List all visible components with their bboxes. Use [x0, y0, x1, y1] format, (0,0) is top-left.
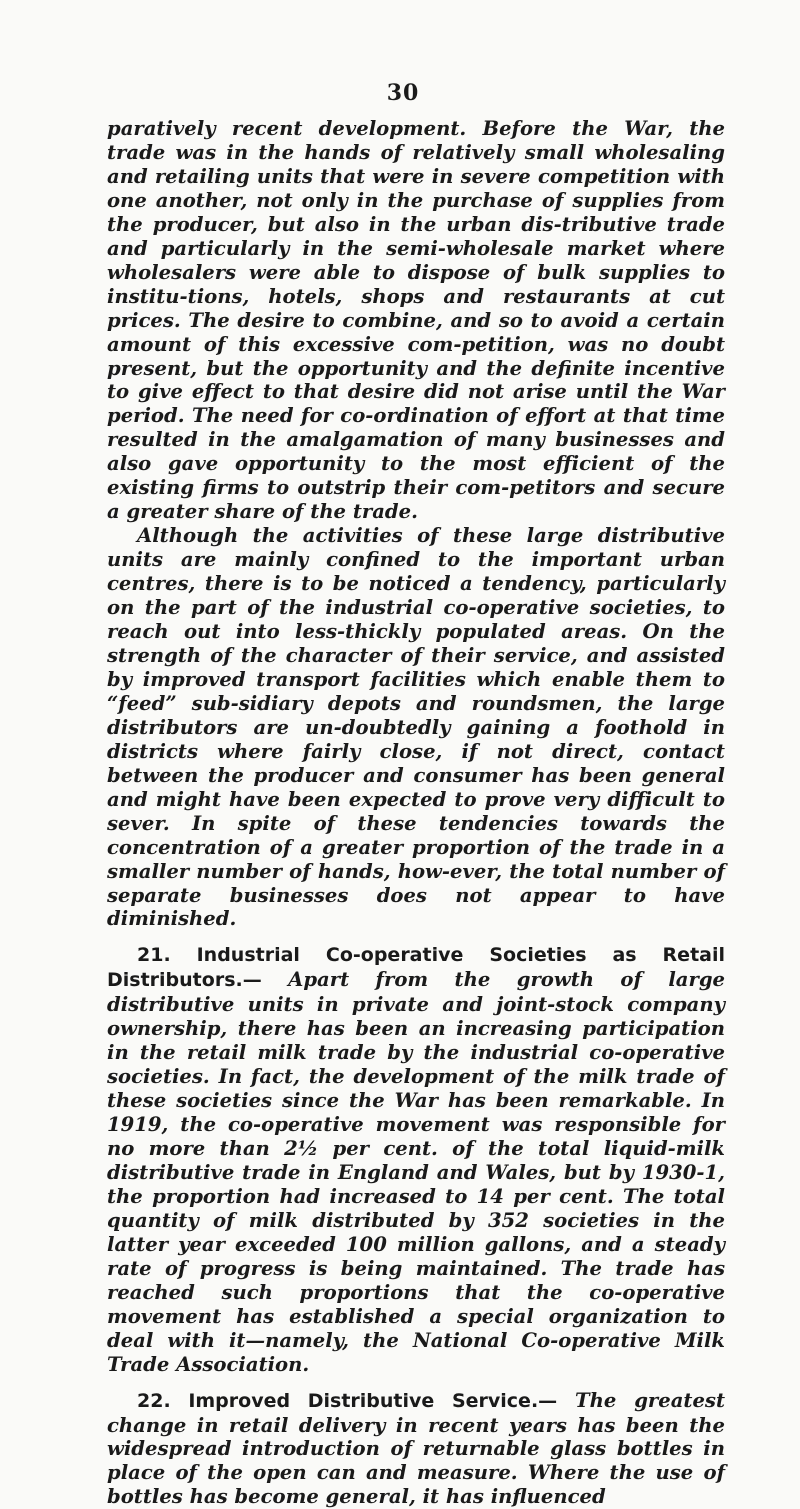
page-number: 30 — [386, 80, 420, 106]
paragraph-section-21 — [107, 943, 725, 1376]
body-text — [107, 117, 725, 1509]
paragraph-continuation — [107, 117, 725, 524]
section-heading: 22. Improved Distributive Service.— — [137, 1389, 558, 1412]
paragraph-text: The greatest change in retail delivery in recent years has been the widespread introduction of returnable glass bottles in place of the open can and measure. Where the use of bottles has become general, it has influenced — [107, 1388, 725, 1509]
section-heading: 21. Industrial Co-operative Societies as Retail Distributors.— — [107, 944, 725, 992]
paragraph-section-22 — [107, 1389, 725, 1509]
paragraph-large-distributive-units — [107, 524, 725, 931]
paragraph-text: Apart from the growth of large distributive units in private and joint-stock company ownership, there has been an increasing participation in the retail milk trade by the industrial co-operative societies. In fact, the development of the milk trade of these societies since the War has been remarkable. In 1919, the co-operative movement was responsible for no more than 2½ per cent. of the total liquid-milk distributive trade in England and Wales, but by 1930-1, the proportion had increased to 14 per cent. The total quantity of milk distributed by 352 societies in the latter year exceeded 100 million gallons, and a steady rate of progress is being maintained. The trade has reached such proportions that the co-operative movement has established a special organization to deal with it—namely, the National Co-operative Milk Trade Association. — [107, 968, 725, 1376]
paragraph-text: Although the activities of these large distributive units are mainly confined to the important urban centres, there is to be noticed a tendency, particularly on the part of the industrial co-operative societies, to reach out into less-thickly populated areas. On the strength of the character of their service, and assisted by improved transport facilities which enable them to “feed” sub-sidiary depots and roundsmen, the large distributors are un-doubtedly gaining a foothold in districts where fairly close, if not direct, contact between the producer and consumer has been general and might have been expected to prove very difficult to sever. In spite of these tendencies towards the concentration of a greater proportion of the trade in a smaller number of hands, how-ever, the total number of separate businesses does not appear to have diminished. — [107, 524, 725, 931]
paragraph-text: paratively recent development. Before the War, the trade was in the hands of relatively small wholesaling and retailing units that were in severe competition with one another, not only in the purchase of supplies from the producer, but also in the urban dis-tributive trade and particularly in the semi-wholesale market where wholesalers were able to dispose of bulk supplies to institu-tions, hotels, shops and restaurants at cut prices. The desire to combine, and so to avoid a certain amount of this excessive com-petition, was no doubt present, but the opportunity and the definite incentive to give effect to that desire did not arise until the War period. The need for co-ordination of effort at that time resulted in the amalgamation of many businesses and also gave opportunity to the most efficient of the existing firms to outstrip their com-petitors and secure a greater share of the trade. — [107, 117, 725, 524]
